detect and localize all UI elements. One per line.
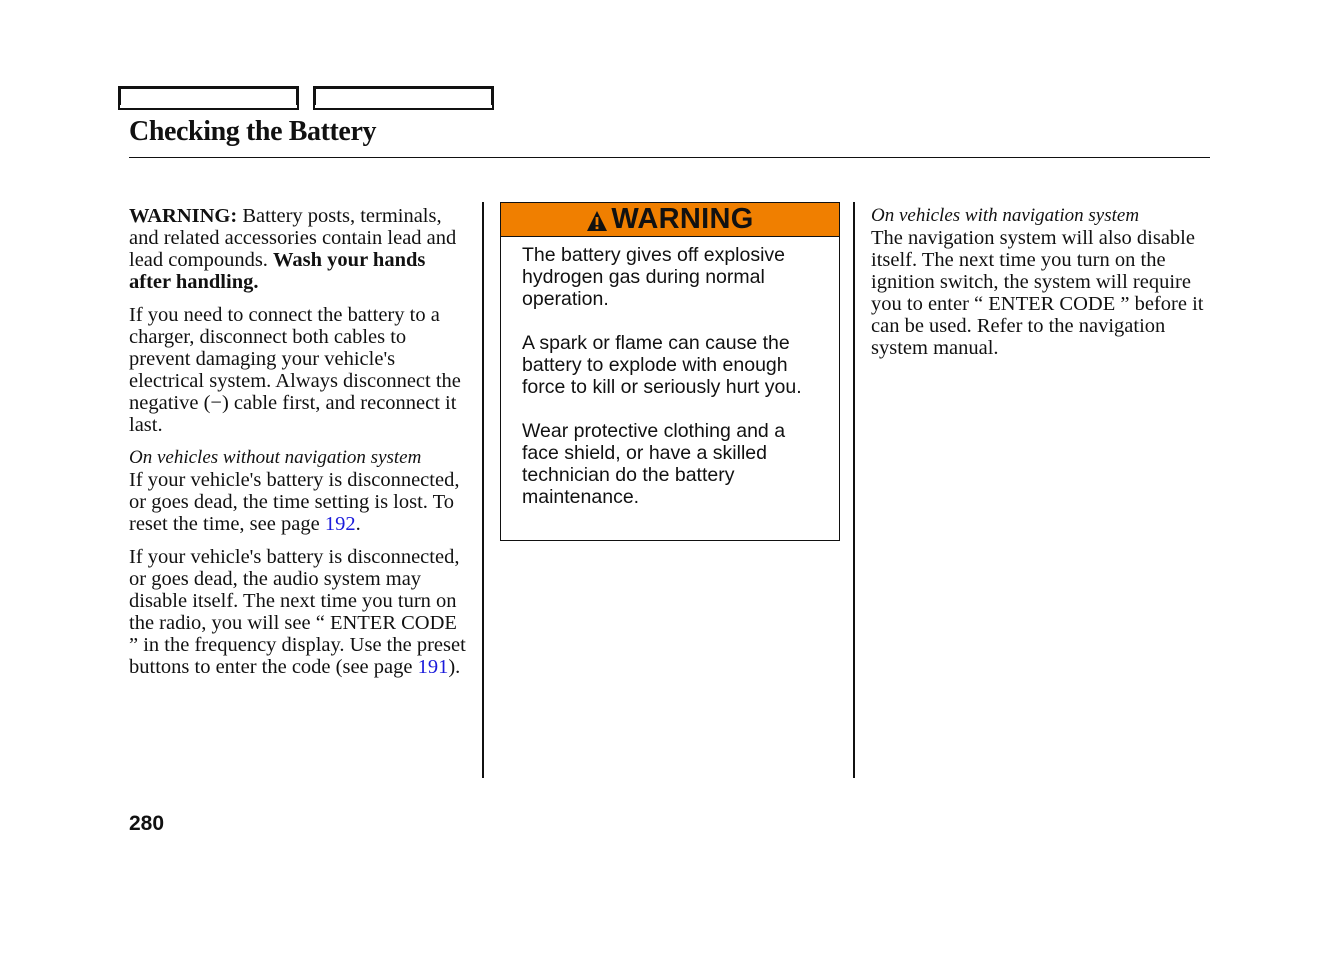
- nav-paragraph: [871, 205, 1216, 359]
- nav-button-left[interactable]: [118, 86, 299, 110]
- lead-warning-bold: Wash your hands after handling.: [129, 249, 426, 293]
- warning-text-3: Wear protective clothing and a face shield, or have a skilled technician do the battery maintenance.: [522, 420, 786, 508]
- page-192-link[interactable]: 192: [324, 513, 356, 535]
- warning-header: [501, 203, 839, 237]
- right-column: [871, 205, 1216, 370]
- warning-text-2: A spark or flame can cause the battery to explode with enough force to kill or seriously hurt you.: [522, 332, 802, 398]
- time-text-end: .: [355, 513, 361, 535]
- page-number: 280: [129, 812, 165, 835]
- warning-heading: WARNING: [611, 203, 754, 235]
- audio-paragraph: [129, 546, 469, 678]
- column-divider-2: [853, 202, 855, 778]
- column-divider-1: [482, 202, 484, 778]
- left-column: [129, 205, 469, 689]
- nav-text: The navigation system will also disable itself. The next time you turn on the ignition switch, the system will require you to enter “ ENTER CODE ” before it can be used. Refer to the navigation system manual.: [871, 227, 1204, 359]
- nav-subhead: On vehicles with navigation system: [871, 205, 1140, 226]
- title-divider: [129, 157, 1210, 158]
- warning-text-1: The battery gives off explosive hydrogen gas during normal operation.: [522, 244, 786, 310]
- charger-paragraph: If you need to connect the battery to a charger, disconnect both cables to prevent damaging your vehicle's electrical system. Always disconnect the negative (−) cable first, and reconnect it last.: [129, 304, 461, 436]
- no-nav-subhead: On vehicles without navigation system: [129, 447, 422, 468]
- lead-warning-paragraph: [129, 205, 469, 293]
- warning-triangle-icon: [586, 210, 608, 232]
- page-title: Checking the Battery: [129, 116, 377, 147]
- lead-warning-label: WARNING:: [129, 205, 238, 227]
- audio-text-end: ).: [448, 656, 461, 678]
- nav-button-right[interactable]: [313, 86, 494, 110]
- lead-warning-text: Battery posts, terminals, and related accessories contain lead and lead compounds.: [129, 205, 457, 271]
- page-191-link[interactable]: 191: [417, 656, 449, 678]
- warning-body: [501, 237, 839, 508]
- no-nav-paragraph: [129, 447, 469, 535]
- time-text: If your vehicle's battery is disconnected, or goes dead, the time setting is lost. To reset the time, see page: [129, 469, 460, 535]
- audio-text: If your vehicle's battery is disconnected, or goes dead, the audio system may disable itself. The next time you turn on the radio, you will see “ ENTER CODE ” in the frequency display. Use the preset buttons to enter the code (see page: [129, 546, 466, 678]
- warning-box: [500, 202, 840, 541]
